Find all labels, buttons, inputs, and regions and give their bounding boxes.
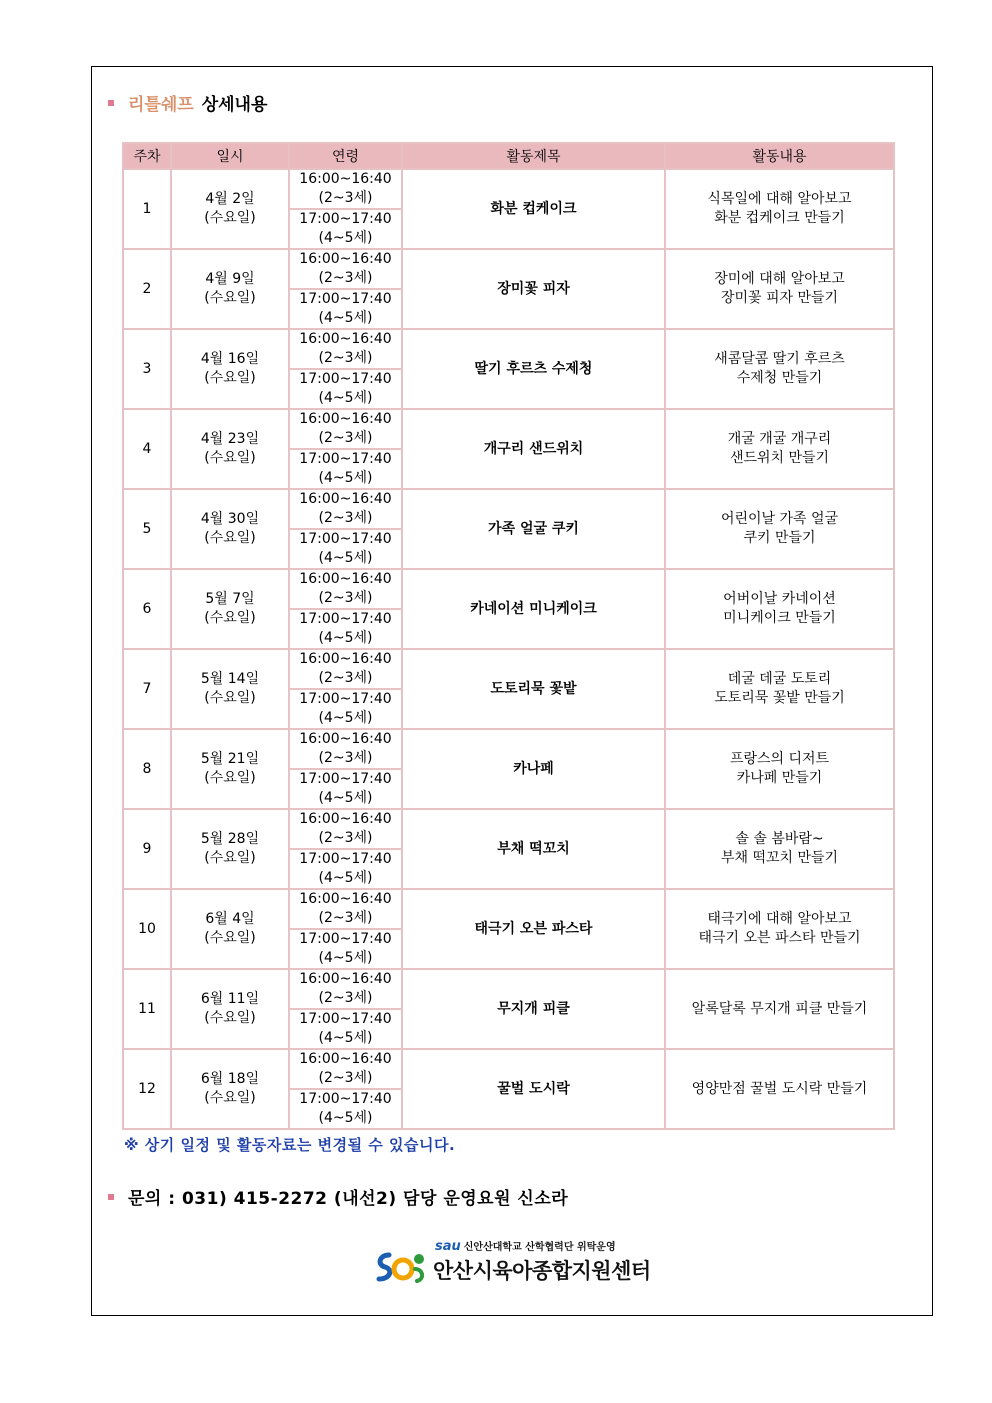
age-text: (4~5세) <box>318 310 373 326</box>
activity-content-line: 솔 솔 봄바람~ <box>735 831 824 847</box>
time-slot-cell <box>289 449 402 489</box>
schedule-table <box>122 142 895 1130</box>
header-age: 연령 <box>289 143 402 169</box>
week-number: 6 <box>142 600 152 617</box>
age-text: (2~3세) <box>318 910 373 926</box>
age-text: (2~3세) <box>318 270 373 286</box>
contact-text: 문의 : 031) 415-2272 (내선2) 담당 운영요원 신소라 <box>128 1189 569 1209</box>
day-text: (수요일) <box>204 450 256 466</box>
day-text: (수요일) <box>204 690 256 706</box>
time-text: 16:00~16:40 <box>299 811 392 827</box>
week-number: 5 <box>142 520 152 537</box>
table-row <box>123 489 894 529</box>
age-text: (2~3세) <box>318 990 373 1006</box>
activity-content-line: 영양만점 꿀벌 도시락 만들기 <box>691 1080 868 1097</box>
week-number: 7 <box>142 680 152 697</box>
activity-title: 가족 얼굴 쿠키 <box>488 520 579 537</box>
time-slot-cell <box>289 249 402 289</box>
time-slot-cell <box>289 209 402 249</box>
activity-content-cell <box>665 649 894 729</box>
table-row <box>123 569 894 609</box>
time-text: 17:00~17:40 <box>299 1091 392 1107</box>
activity-title: 딸기 후르츠 수제청 <box>474 360 593 377</box>
week-cell <box>123 729 171 809</box>
activity-title: 카나페 <box>513 760 554 777</box>
age-text: (4~5세) <box>318 470 373 486</box>
activity-title-cell <box>402 489 665 569</box>
activity-title: 개구리 샌드위치 <box>483 440 584 457</box>
week-number: 9 <box>142 840 152 857</box>
age-text: (2~3세) <box>318 350 373 366</box>
activity-content-line: 개굴 개굴 개구리 <box>727 431 832 447</box>
time-slot-cell <box>289 1089 402 1129</box>
age-text: (4~5세) <box>318 630 373 646</box>
week-number: 2 <box>142 280 152 297</box>
date-cell <box>171 1049 289 1129</box>
logo-subtitle-text: 신안산대학교 산학협력단 위탁운영 <box>463 1242 616 1253</box>
time-slot-cell <box>289 169 402 209</box>
week-cell <box>123 809 171 889</box>
week-number: 12 <box>138 1080 156 1097</box>
day-text: (수요일) <box>204 530 256 546</box>
time-slot-cell <box>289 769 402 809</box>
contact-line <box>108 1184 568 1209</box>
activity-content-line: 카나페 만들기 <box>736 770 823 786</box>
center-logo-mark-icon <box>375 1249 430 1285</box>
week-number: 11 <box>138 1000 156 1017</box>
time-text: 16:00~16:40 <box>299 491 392 507</box>
table-row <box>123 969 894 1009</box>
time-text: 16:00~16:40 <box>299 571 392 587</box>
table-row <box>123 169 894 209</box>
date-text: 5월 7일 <box>205 591 255 607</box>
time-text: 17:00~17:40 <box>299 611 392 627</box>
activity-content-line: 프랑스의 디저트 <box>729 751 830 767</box>
activity-title-cell <box>402 249 665 329</box>
time-text: 16:00~16:40 <box>299 651 392 667</box>
activity-title: 카네이션 미니케이크 <box>470 600 597 617</box>
time-text: 16:00~16:40 <box>299 251 392 267</box>
activity-title-cell <box>402 409 665 489</box>
activity-content-line: 수제청 만들기 <box>736 370 823 386</box>
age-text: (2~3세) <box>318 190 373 206</box>
date-cell <box>171 169 289 249</box>
age-text: (2~3세) <box>318 430 373 446</box>
age-text: (4~5세) <box>318 230 373 246</box>
time-slot-cell <box>289 369 402 409</box>
week-cell <box>123 249 171 329</box>
day-text: (수요일) <box>204 850 256 866</box>
week-cell <box>123 569 171 649</box>
age-text: (2~3세) <box>318 670 373 686</box>
logo-subtitle <box>435 1238 616 1254</box>
activity-content-line: 장미에 대해 알아보고 <box>714 271 845 287</box>
activity-content-cell <box>665 729 894 809</box>
activity-content-cell <box>665 809 894 889</box>
header-week: 주차 <box>123 143 171 169</box>
time-slot-cell <box>289 889 402 929</box>
date-text: 4월 9일 <box>205 271 255 287</box>
activity-title-cell <box>402 649 665 729</box>
time-slot-cell <box>289 1009 402 1049</box>
activity-content-line: 식목일에 대해 알아보고 <box>707 191 852 207</box>
header-activity-title: 활동제목 <box>402 143 665 169</box>
activity-title-cell <box>402 1049 665 1129</box>
time-slot-cell <box>289 729 402 769</box>
activity-content-line: 태극기에 대해 알아보고 <box>707 911 852 927</box>
change-notice: ※ 상기 일정 및 활동자료는 변경될 수 있습니다. <box>124 1136 456 1154</box>
age-text: (2~3세) <box>318 750 373 766</box>
time-text: 16:00~16:40 <box>299 971 392 987</box>
activity-title: 태극기 오븐 파스타 <box>474 920 593 937</box>
age-text: (4~5세) <box>318 950 373 966</box>
activity-content-cell <box>665 1049 894 1129</box>
week-cell <box>123 1049 171 1129</box>
activity-content-cell <box>665 569 894 649</box>
week-number: 10 <box>138 920 156 937</box>
day-text: (수요일) <box>204 370 256 386</box>
activity-content-line: 알록달록 무지개 피클 만들기 <box>691 1000 868 1017</box>
age-text: (4~5세) <box>318 1030 373 1046</box>
time-slot-cell <box>289 289 402 329</box>
date-text: 5월 14일 <box>200 671 260 687</box>
table-row <box>123 1049 894 1089</box>
age-text: (2~3세) <box>318 830 373 846</box>
activity-title: 무지개 피클 <box>497 1000 570 1017</box>
date-text: 4월 23일 <box>200 431 260 447</box>
table-header-row <box>123 143 894 169</box>
date-text: 4월 2일 <box>205 191 255 207</box>
day-text: (수요일) <box>204 610 256 626</box>
date-text: 5월 28일 <box>200 831 260 847</box>
activity-content-cell <box>665 329 894 409</box>
date-cell <box>171 249 289 329</box>
bullet-square-icon <box>108 1194 114 1200</box>
age-text: (4~5세) <box>318 550 373 566</box>
time-text: 17:00~17:40 <box>299 1011 392 1027</box>
activity-content-line: 화분 컵케이크 만들기 <box>714 210 845 226</box>
week-cell <box>123 649 171 729</box>
date-cell <box>171 889 289 969</box>
time-slot-cell <box>289 609 402 649</box>
table-row <box>123 249 894 289</box>
time-slot-cell <box>289 849 402 889</box>
time-text: 17:00~17:40 <box>299 851 392 867</box>
center-logo <box>375 1237 655 1287</box>
time-slot-cell <box>289 529 402 569</box>
date-cell <box>171 649 289 729</box>
time-text: 17:00~17:40 <box>299 531 392 547</box>
header-date: 일시 <box>171 143 289 169</box>
activity-content-cell <box>665 249 894 329</box>
time-text: 17:00~17:40 <box>299 451 392 467</box>
date-cell <box>171 729 289 809</box>
week-number: 4 <box>142 440 152 457</box>
table-row <box>123 409 894 449</box>
activity-content-line: 부채 떡꼬치 만들기 <box>720 850 839 866</box>
time-text: 16:00~16:40 <box>299 731 392 747</box>
time-slot-cell <box>289 809 402 849</box>
age-text: (2~3세) <box>318 510 373 526</box>
week-cell <box>123 169 171 249</box>
day-text: (수요일) <box>204 930 256 946</box>
activity-title-cell <box>402 729 665 809</box>
date-cell <box>171 969 289 1049</box>
day-text: (수요일) <box>204 290 256 306</box>
activity-content-cell <box>665 169 894 249</box>
section-heading <box>108 90 267 115</box>
week-number: 1 <box>142 200 152 217</box>
schedule-body <box>123 169 894 1129</box>
activity-title-cell <box>402 889 665 969</box>
header-activity-content: 활동내용 <box>665 143 894 169</box>
age-text: (4~5세) <box>318 1110 373 1126</box>
week-cell <box>123 889 171 969</box>
activity-title: 화분 컵케이크 <box>490 200 577 217</box>
week-number: 8 <box>142 760 152 777</box>
time-text: 16:00~16:40 <box>299 891 392 907</box>
age-text: (4~5세) <box>318 790 373 806</box>
activity-content-cell <box>665 969 894 1049</box>
activity-title-cell <box>402 569 665 649</box>
table-row <box>123 809 894 849</box>
day-text: (수요일) <box>204 1090 256 1106</box>
activity-content-cell <box>665 409 894 489</box>
week-cell <box>123 969 171 1049</box>
activity-title: 도토리묵 꽃밭 <box>490 680 577 697</box>
time-text: 16:00~16:40 <box>299 171 392 187</box>
day-text: (수요일) <box>204 1010 256 1026</box>
date-text: 4월 30일 <box>200 511 260 527</box>
day-text: (수요일) <box>204 770 256 786</box>
table-row <box>123 329 894 369</box>
time-slot-cell <box>289 649 402 689</box>
activity-content-cell <box>665 489 894 569</box>
activity-title: 꿀벌 도시락 <box>497 1080 570 1097</box>
activity-title-cell <box>402 169 665 249</box>
logo-brand: sau <box>435 1239 461 1254</box>
age-text: (2~3세) <box>318 590 373 606</box>
time-slot-cell <box>289 569 402 609</box>
date-cell <box>171 329 289 409</box>
activity-content-line: 새콤달콤 딸기 후르츠 <box>714 351 845 367</box>
time-slot-cell <box>289 1049 402 1089</box>
section-title: 상세내용 <box>201 95 268 115</box>
date-text: 6월 11일 <box>200 991 260 1007</box>
time-text: 17:00~17:40 <box>299 771 392 787</box>
activity-title-cell <box>402 809 665 889</box>
time-slot-cell <box>289 929 402 969</box>
time-text: 17:00~17:40 <box>299 691 392 707</box>
time-text: 16:00~16:40 <box>299 331 392 347</box>
activity-content-line: 장미꽃 피자 만들기 <box>720 290 839 306</box>
table-row <box>123 649 894 689</box>
day-text: (수요일) <box>204 210 256 226</box>
date-cell <box>171 809 289 889</box>
date-cell <box>171 489 289 569</box>
age-text: (2~3세) <box>318 1070 373 1086</box>
age-text: (4~5세) <box>318 710 373 726</box>
activity-content-line: 데굴 데굴 도토리 <box>727 671 832 687</box>
time-text: 16:00~16:40 <box>299 411 392 427</box>
table-row <box>123 889 894 929</box>
age-text: (4~5세) <box>318 390 373 406</box>
time-slot-cell <box>289 969 402 1009</box>
week-cell <box>123 329 171 409</box>
activity-title: 부채 떡꼬치 <box>497 840 570 857</box>
time-slot-cell <box>289 489 402 529</box>
time-text: 16:00~16:40 <box>299 1051 392 1067</box>
time-slot-cell <box>289 409 402 449</box>
time-slot-cell <box>289 329 402 369</box>
date-text: 6월 4일 <box>205 911 255 927</box>
logo-center-name: 안산시육아종합지원센터 <box>433 1259 651 1283</box>
week-cell <box>123 489 171 569</box>
date-cell <box>171 409 289 489</box>
time-text: 17:00~17:40 <box>299 211 392 227</box>
activity-title: 장미꽃 피자 <box>497 280 570 297</box>
table-row <box>123 729 894 769</box>
activity-content-line: 어린이날 가족 얼굴 <box>720 511 839 527</box>
program-name: 리틀쉐프 <box>128 95 194 115</box>
week-cell <box>123 409 171 489</box>
activity-title-cell <box>402 329 665 409</box>
date-text: 5월 21일 <box>200 751 260 767</box>
date-cell <box>171 569 289 649</box>
time-text: 17:00~17:40 <box>299 291 392 307</box>
week-number: 3 <box>142 360 152 377</box>
activity-content-line: 쿠키 만들기 <box>743 530 816 546</box>
activity-content-line: 도토리묵 꽃밭 만들기 <box>714 690 845 706</box>
activity-content-line: 미니케이크 만들기 <box>723 610 836 626</box>
activity-content-cell <box>665 889 894 969</box>
date-text: 6월 18일 <box>200 1071 260 1087</box>
activity-content-line: 태극기 오븐 파스타 만들기 <box>698 930 861 946</box>
time-text: 17:00~17:40 <box>299 371 392 387</box>
time-text: 17:00~17:40 <box>299 931 392 947</box>
activity-title-cell <box>402 969 665 1049</box>
activity-content-line: 샌드위치 만들기 <box>729 450 830 466</box>
activity-content-line: 어버이날 카네이션 <box>723 591 836 607</box>
bullet-square-icon <box>108 100 114 106</box>
time-slot-cell <box>289 689 402 729</box>
date-text: 4월 16일 <box>200 351 260 367</box>
age-text: (4~5세) <box>318 870 373 886</box>
